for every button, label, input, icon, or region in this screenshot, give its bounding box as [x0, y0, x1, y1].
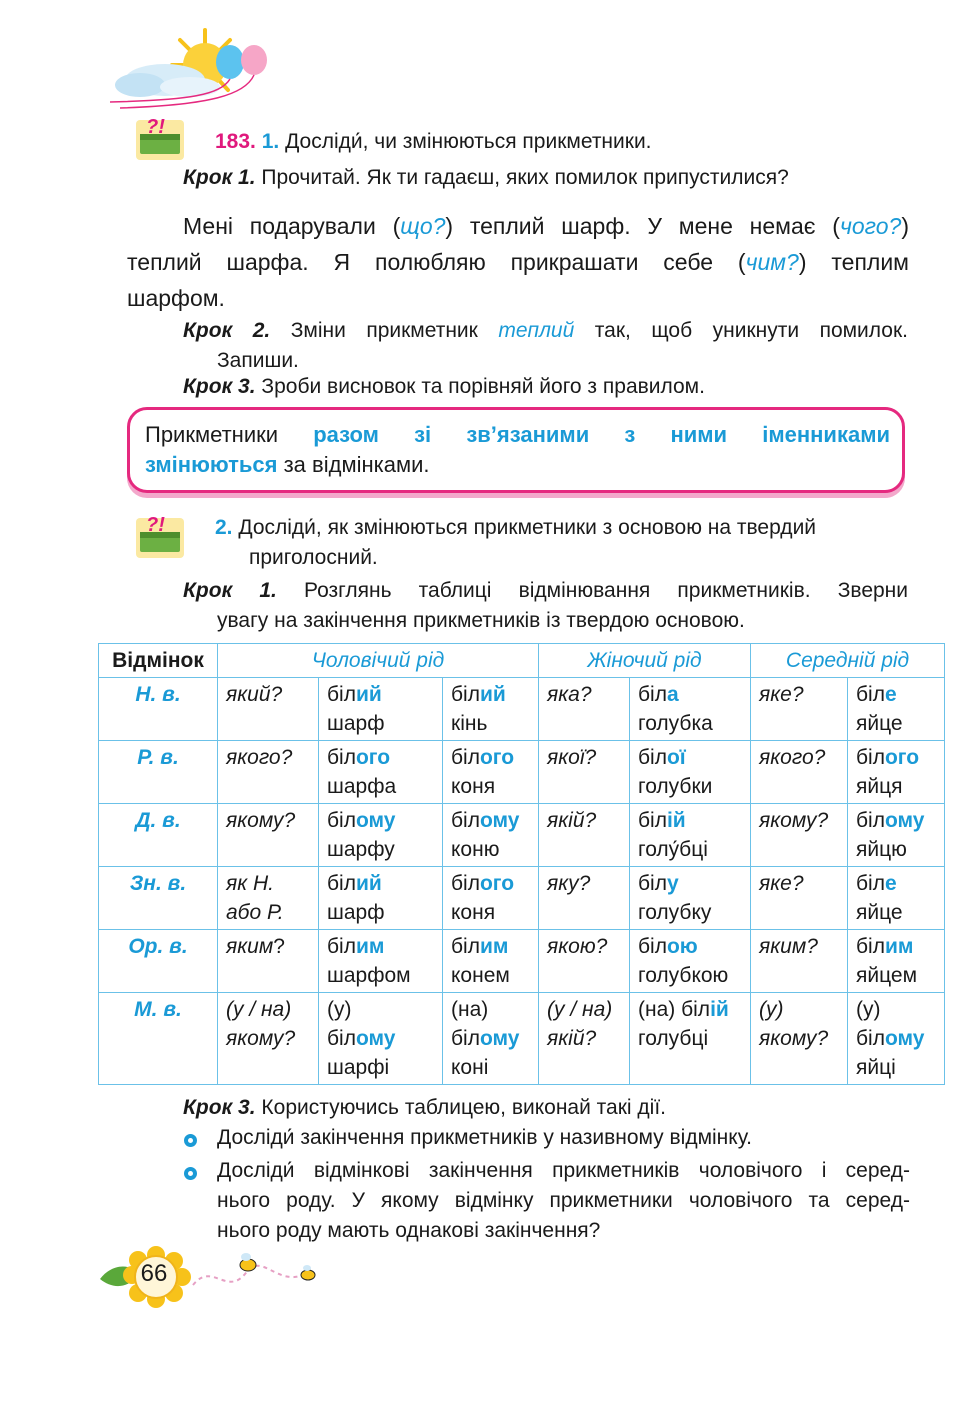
- adjective-cell: білій голу́бці: [630, 804, 751, 867]
- task1-title: Досліди́, чи змінюються прикметники.: [285, 130, 652, 153]
- question-cell: (у / на) якому?: [218, 993, 319, 1085]
- header-case: Відмінок: [99, 644, 218, 678]
- adjective-cell: білого коня: [443, 741, 539, 804]
- task2-step3: Крок 3. Користуючись таблицею, виконай такі дії.: [183, 1096, 667, 1119]
- exercise-number: 183.: [215, 130, 256, 153]
- case-label: Зн. в.: [99, 867, 218, 930]
- adjective-cell: білий шарф: [319, 678, 443, 741]
- task1-step2: Крок 2. Зміни прикметник теплий так, щоб уникнути помилок. Запиши.: [183, 319, 908, 372]
- adjective-cell: білий кінь: [443, 678, 539, 741]
- question-exclamation-label: ?!: [146, 116, 165, 138]
- case-label: Д. в.: [99, 804, 218, 867]
- adjective-cell: (у) білому шарфі: [319, 993, 443, 1085]
- adjective-cell: білого коня: [443, 867, 539, 930]
- table-row: [99, 930, 945, 993]
- table-row: [99, 804, 945, 867]
- question-cell: якій?: [539, 804, 630, 867]
- question-cell: як Н. або Р.: [218, 867, 319, 930]
- question-cell: якому?: [751, 804, 848, 867]
- adjective-cell: (на) білому коні: [443, 993, 539, 1085]
- task1-step1: Крок 1. Прочитай. Як ти гадаєш, яких помилок припустилися?: [183, 166, 789, 189]
- adjective-cell: білого яйця: [848, 741, 945, 804]
- adjective-cell: біле яйце: [848, 867, 945, 930]
- question-cell: яке?: [751, 678, 848, 741]
- table-row: [99, 993, 945, 1085]
- question-cell: якою?: [539, 930, 630, 993]
- exercise-title: [215, 127, 652, 157]
- question-cell: яким?: [218, 930, 319, 993]
- question-cell: яку?: [539, 867, 630, 930]
- question-cell: якому?: [218, 804, 319, 867]
- case-label: Р. в.: [99, 741, 218, 804]
- adjective-cell: біла голубка: [630, 678, 751, 741]
- declension-table: [98, 643, 945, 1085]
- adjective-cell: білому шарфу: [319, 804, 443, 867]
- adjective-cell: білому коню: [443, 804, 539, 867]
- task1-number: 1.: [261, 130, 280, 153]
- adjective-cell: білою голубкою: [630, 930, 751, 993]
- adjective-cell: білої голубки: [630, 741, 751, 804]
- header-masculine: Чоловічий рід: [218, 644, 539, 678]
- case-label: Ор. в.: [99, 930, 218, 993]
- task2-step1: Крок 1. Розглянь таблиці відмінювання прикметників. Зверни увагу на закінчення прикметників із твердою основою.: [183, 579, 909, 632]
- question-cell: якого?: [218, 741, 319, 804]
- bullet-icon: [184, 1134, 197, 1147]
- adjective-cell: білому яйцю: [848, 804, 945, 867]
- case-label: М. в.: [99, 993, 218, 1085]
- question-cell: яка?: [539, 678, 630, 741]
- header-feminine: Жіночий рід: [539, 644, 751, 678]
- rule-text: Прикметники разом зі зв’язаними з ними іменниками змінюються за відмінками.: [145, 422, 891, 477]
- task1-step3: Крок 3. Зроби висновок та порівняй його з правилом.: [183, 375, 705, 398]
- task2-title: 2. Досліди́, як змінюються прикметники з основою на твердий приголосний.: [215, 516, 817, 569]
- table-row: [99, 867, 945, 930]
- question-cell: яким?: [751, 930, 848, 993]
- adjective-cell: білим шарфом: [319, 930, 443, 993]
- adjective-cell: білим конем: [443, 930, 539, 993]
- adjective-cell: (на) білій голубці: [630, 993, 751, 1085]
- question-cell: якого?: [751, 741, 848, 804]
- question-cell: який?: [218, 678, 319, 741]
- question-cell: яке?: [751, 867, 848, 930]
- passage-line-3: шарфом.: [127, 285, 225, 311]
- adjective-cell: білий шарф: [319, 867, 443, 930]
- question-cell: якої?: [539, 741, 630, 804]
- bullet-item-2: Досліди́ відмінкові закінчення прикметників чоловічого і серед- нього роду. У якому відмінку прикметники чоловічого та серед- нього роду мають однакові закінчення?: [217, 1159, 910, 1242]
- adjective-cell: білу голубку: [630, 867, 751, 930]
- adjective-cell: (у) білому яйці: [848, 993, 945, 1085]
- question-exclamation-label: ?!: [146, 514, 165, 536]
- bullet-item-1: Досліди́ закінчення прикметників у називному відмінку.: [217, 1126, 752, 1149]
- adjective-cell: білим яйцем: [848, 930, 945, 993]
- passage: [127, 208, 909, 316]
- question-cell: (у) якому?: [751, 993, 848, 1085]
- table-row: [99, 678, 945, 741]
- question-cell: (у / на) якій?: [539, 993, 630, 1085]
- adjective-cell: білого шарфа: [319, 741, 443, 804]
- flower-bee-decoration: [98, 1245, 328, 1309]
- page-number: 66: [140, 1260, 168, 1287]
- task-icon-book: [132, 112, 188, 164]
- sun-cloud-balloons-illustration: [80, 10, 280, 120]
- table-header-row: [99, 644, 945, 678]
- task-icon-book: [132, 510, 188, 562]
- adjective-cell: біле яйце: [848, 678, 945, 741]
- header-neuter: Середній рід: [751, 644, 945, 678]
- passage-line-1: Мені подарували (що?) теплий шарф. У мене немає (чого?): [183, 213, 909, 239]
- table-row: [99, 741, 945, 804]
- passage-line-2: теплий шарфа. Я полюбляю прикрашати себе (чим?) теплим: [127, 249, 909, 275]
- case-label: Н. в.: [99, 678, 218, 741]
- bullet-icon: [184, 1167, 197, 1180]
